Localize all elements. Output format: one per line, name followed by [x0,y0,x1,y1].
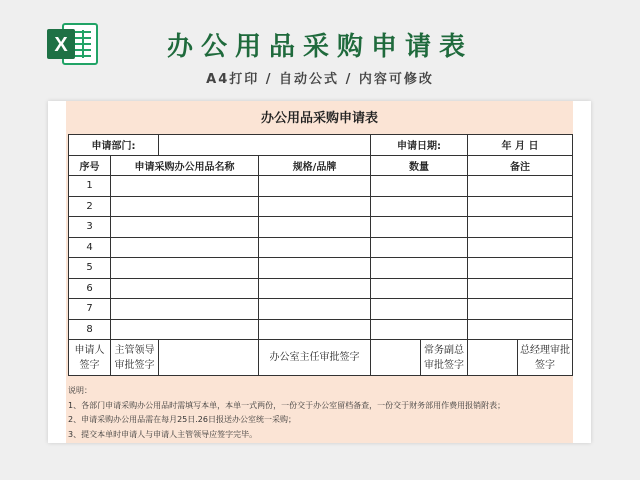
row-index: 2 [69,196,111,217]
quantity-cell[interactable] [371,176,468,197]
remarks-cell[interactable] [468,176,573,197]
logo-letter: X [54,34,68,56]
page-subtitle: A4打印 / 自动公式 / 内容可修改 [206,72,434,87]
remarks-cell[interactable] [468,278,573,299]
sig-label-deputy-gm: 常务副总审批签字 [421,340,468,376]
row-index: 6 [69,278,111,299]
date-value[interactable]: 年 月 日 [468,135,573,156]
row-index: 7 [69,299,111,320]
table-row [69,176,573,197]
remarks-cell[interactable] [468,299,573,320]
notes [68,384,568,442]
table-row [69,217,573,238]
remarks-cell[interactable] [468,319,573,340]
form-title: 办公用品采购申请表 [260,111,378,126]
spec-cell[interactable] [259,278,371,299]
item-rows [69,176,573,340]
row-index: 3 [69,217,111,238]
row-index: 4 [69,237,111,258]
purchase-table [68,134,573,376]
item-name-cell[interactable] [111,319,259,340]
signature-row [69,340,573,376]
spec-cell[interactable] [259,196,371,217]
remarks-cell[interactable] [468,237,573,258]
item-name-cell[interactable] [111,258,259,279]
col-header-item-name: 申请采购办公用品名称 [111,155,259,176]
sig-box-office-director[interactable] [371,340,421,376]
dept-value-cell[interactable] [159,135,371,156]
quantity-cell[interactable] [371,217,468,238]
remarks-cell[interactable] [468,196,573,217]
note-item: 3、提交本单时申请人与申请人主管领导应签字完毕。 [68,429,258,439]
spec-cell[interactable] [259,299,371,320]
quantity-cell[interactable] [371,278,468,299]
table-row [69,237,573,258]
note-item: 1、各部门申请采购办公用品时需填写本单，本单一式两份，一份交于办公室留档备查，一份交于财务部用作费用报销附表； [68,400,506,410]
notes-heading: 说明： [68,386,92,395]
spec-cell[interactable] [259,258,371,279]
row-index: 8 [69,319,111,340]
item-name-cell[interactable] [111,237,259,258]
item-name-cell[interactable] [111,299,259,320]
remarks-cell[interactable] [468,217,573,238]
sig-label-supervisor: 主管领导审批签字 [111,340,159,376]
item-name-cell[interactable] [111,278,259,299]
spec-cell[interactable] [259,217,371,238]
header-row [69,155,573,176]
remarks-cell[interactable] [468,258,573,279]
sig-box-supervisor[interactable] [159,340,259,376]
quantity-cell[interactable] [371,258,468,279]
table-row [69,278,573,299]
quantity-cell[interactable] [371,319,468,340]
form-sheet [48,101,591,443]
col-header-quantity: 数量 [371,155,468,176]
quantity-cell[interactable] [371,299,468,320]
info-row [69,135,573,156]
col-header-remarks: 备注 [468,155,573,176]
table-row [69,299,573,320]
row-index: 1 [69,176,111,197]
date-label: 申请日期: [371,135,468,156]
sig-box-deputy-gm[interactable] [468,340,518,376]
spec-cell[interactable] [259,237,371,258]
spec-cell[interactable] [259,319,371,340]
sig-label-office-director: 办公室主任审批签字 [259,340,371,376]
item-name-cell[interactable] [111,176,259,197]
table-row [69,196,573,217]
note-item: 2、申请采购办公用品需在每月25日.26日报送办公室统一采购； [68,415,296,424]
col-header-spec: 规格/品牌 [259,155,371,176]
sig-label-applicant: 申请人签字 [69,340,111,376]
spec-cell[interactable] [259,176,371,197]
table-row [69,319,573,340]
table-row [69,258,573,279]
col-header-index: 序号 [69,155,111,176]
quantity-cell[interactable] [371,196,468,217]
dept-label: 申请部门: [69,135,159,156]
quantity-cell[interactable] [371,237,468,258]
page-title: 办公用品采购申请表 [166,32,473,62]
item-name-cell[interactable] [111,196,259,217]
sig-label-gm: 总经理审批签字 [518,340,573,376]
item-name-cell[interactable] [111,217,259,238]
row-index: 5 [69,258,111,279]
